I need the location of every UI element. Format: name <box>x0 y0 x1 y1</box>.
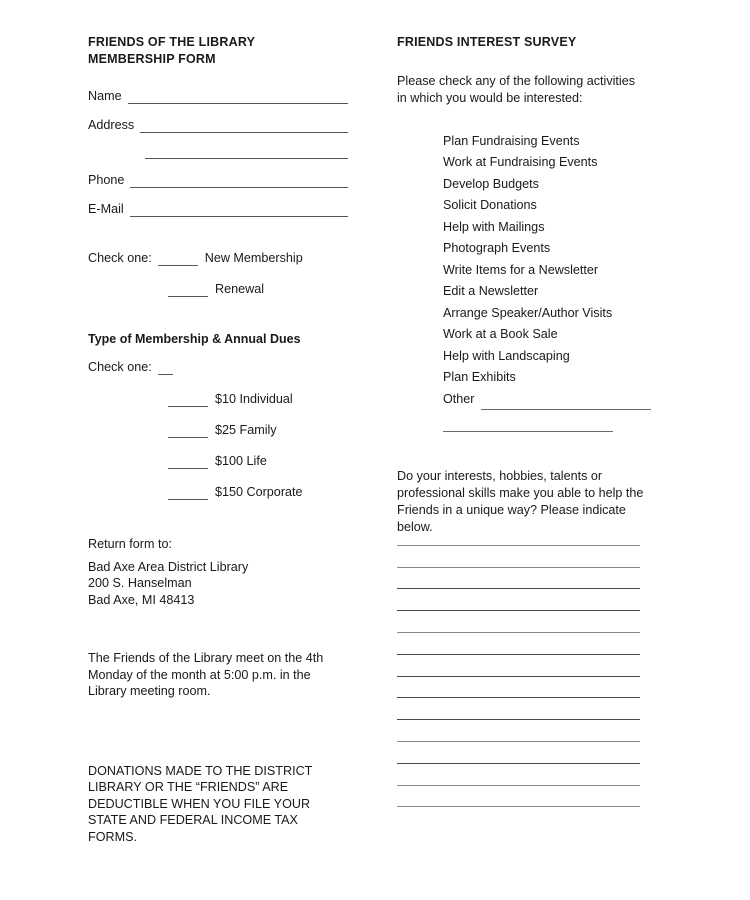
phone-field-input[interactable] <box>130 176 348 188</box>
writing-line[interactable] <box>397 611 640 633</box>
activity-item-plan-exhibits[interactable]: Plan Exhibits <box>443 370 516 384</box>
email-field-row[interactable] <box>88 202 348 217</box>
renewal-label: Renewal <box>215 282 265 296</box>
tax-notice-line-5: FORMS. <box>88 829 137 844</box>
name-field-row[interactable] <box>88 89 348 104</box>
dues-individual-checkbox[interactable] <box>168 395 208 407</box>
return-address-label: Return form to: <box>88 537 172 551</box>
membership-status-prompt: Check one: <box>88 251 152 265</box>
new-membership-checkbox[interactable] <box>158 254 198 266</box>
dues-family-label: $25 Family <box>215 423 277 437</box>
address-field-input-2[interactable] <box>145 147 348 159</box>
dues-prompt-label: Check one: <box>88 360 152 374</box>
dues-life-checkbox[interactable] <box>168 457 208 469</box>
dues-option-family[interactable] <box>88 423 348 438</box>
skills-prompt-line-4: below. <box>397 520 433 534</box>
return-address-line-1: Bad Axe Area District Library <box>88 559 249 574</box>
tax-notice-line-4: STATE AND FEDERAL INCOME TAX <box>88 813 298 827</box>
writing-line[interactable] <box>397 677 640 699</box>
other-input[interactable] <box>481 396 651 410</box>
membership-title-line-2: MEMBERSHIP FORM <box>88 51 216 66</box>
activity-item-help-with-landscaping[interactable]: Help with Landscaping <box>443 348 570 363</box>
other-label: Other <box>443 391 475 406</box>
dues-corporate-checkbox[interactable] <box>168 488 208 500</box>
return-address-line-2: 200 S. Hanselman <box>88 576 192 590</box>
address-field-row[interactable] <box>88 118 348 133</box>
name-field-label: Name <box>88 89 122 103</box>
dues-option-individual[interactable] <box>88 392 348 407</box>
address-field-input[interactable] <box>140 121 348 133</box>
return-address-line-3: Bad Axe, MI 48413 <box>88 592 195 607</box>
writing-line[interactable] <box>397 524 640 546</box>
phone-field-label: Phone <box>88 173 125 187</box>
name-field-input[interactable] <box>128 92 348 104</box>
membership-form-column <box>88 34 348 845</box>
skills-prompt-line-2: professional skills make you able to help the <box>397 486 644 500</box>
skills-prompt-line-1: Do your interests, hobbies, talents or <box>397 469 603 483</box>
membership-status-row-new[interactable] <box>88 251 348 266</box>
writing-line[interactable] <box>397 764 640 786</box>
tax-notice-line-3: DEDUCTIBLE WHEN YOU FILE YOUR <box>88 796 311 811</box>
email-field-input[interactable] <box>130 205 348 217</box>
new-membership-label: New Membership <box>204 251 303 265</box>
activity-item-solicit-donations[interactable]: Solicit Donations <box>443 198 537 212</box>
email-field-label: E-Mail <box>88 202 124 216</box>
membership-form-title <box>88 34 348 67</box>
dues-option-corporate[interactable] <box>88 485 348 500</box>
activity-item-work-at-fundraising-events[interactable]: Work at Fundraising Events <box>443 155 598 169</box>
interest-survey-column <box>397 34 667 536</box>
tax-notice-line-2: LIBRARY OR THE “FRIENDS” ARE <box>88 780 289 794</box>
activity-item-arrange-speaker-author-visits[interactable]: Arrange Speaker/Author Visits <box>443 305 613 320</box>
activity-item-photograph-events[interactable]: Photograph Events <box>443 241 551 255</box>
dues-section-heading: Type of Membership & Annual Dues <box>88 332 301 346</box>
activity-item-work-at-a-book-sale[interactable]: Work at a Book Sale <box>443 327 558 341</box>
activity-item-write-items-for-a-newsletter[interactable]: Write Items for a Newsletter <box>443 262 599 277</box>
writing-line[interactable] <box>397 655 640 677</box>
writing-line[interactable] <box>397 698 640 720</box>
dues-corporate-label: $150 Corporate <box>215 485 303 499</box>
dues-individual-label: $10 Individual <box>215 392 293 406</box>
dues-family-checkbox[interactable] <box>168 426 208 438</box>
skills-response-lines <box>397 524 640 807</box>
address-field-label: Address <box>88 118 135 132</box>
other-input-2[interactable] <box>443 418 613 432</box>
writing-line[interactable] <box>397 589 640 611</box>
survey-title: FRIENDS INTEREST SURVEY <box>397 35 577 49</box>
activity-item-plan-fundraising-events[interactable]: Plan Fundraising Events <box>443 133 580 148</box>
membership-title-line-1: FRIENDS OF THE LIBRARY <box>88 35 256 49</box>
survey-intro-line-1: Please check any of the following activities <box>397 73 636 88</box>
address-field-row-2[interactable] <box>88 147 348 159</box>
survey-intro-line-2: in which you would be interested: <box>397 90 583 105</box>
writing-line[interactable] <box>397 742 640 764</box>
phone-field-row[interactable] <box>88 173 348 188</box>
renewal-checkbox[interactable] <box>168 285 208 297</box>
writing-line[interactable] <box>397 786 640 808</box>
activity-item-edit-a-newsletter[interactable]: Edit a Newsletter <box>443 284 539 298</box>
dues-prompt-blank[interactable] <box>158 364 173 375</box>
writing-line[interactable] <box>397 720 640 742</box>
tax-notice-line-1: DONATIONS MADE TO THE DISTRICT <box>88 763 313 778</box>
meeting-note-line-2: Monday of the month at 5:00 p.m. in the <box>88 667 311 682</box>
activity-item-help-with-mailings[interactable]: Help with Mailings <box>443 219 545 234</box>
writing-line[interactable] <box>397 546 640 568</box>
skills-prompt-line-3: Friends in a unique way? Please indicate <box>397 503 626 517</box>
activity-item-other[interactable] <box>397 389 667 411</box>
activity-item-develop-budgets[interactable]: Develop Budgets <box>443 176 539 191</box>
dues-life-label: $100 Life <box>215 454 267 468</box>
membership-status-row-renewal[interactable] <box>88 282 348 297</box>
meeting-note-line-3: Library meeting room. <box>88 684 211 698</box>
meeting-note-line-1: The Friends of the Library meet on the 4th <box>88 651 324 665</box>
dues-prompt-row[interactable] <box>88 360 348 375</box>
writing-line[interactable] <box>397 633 640 655</box>
dues-option-life[interactable] <box>88 454 348 469</box>
writing-line[interactable] <box>397 568 640 590</box>
